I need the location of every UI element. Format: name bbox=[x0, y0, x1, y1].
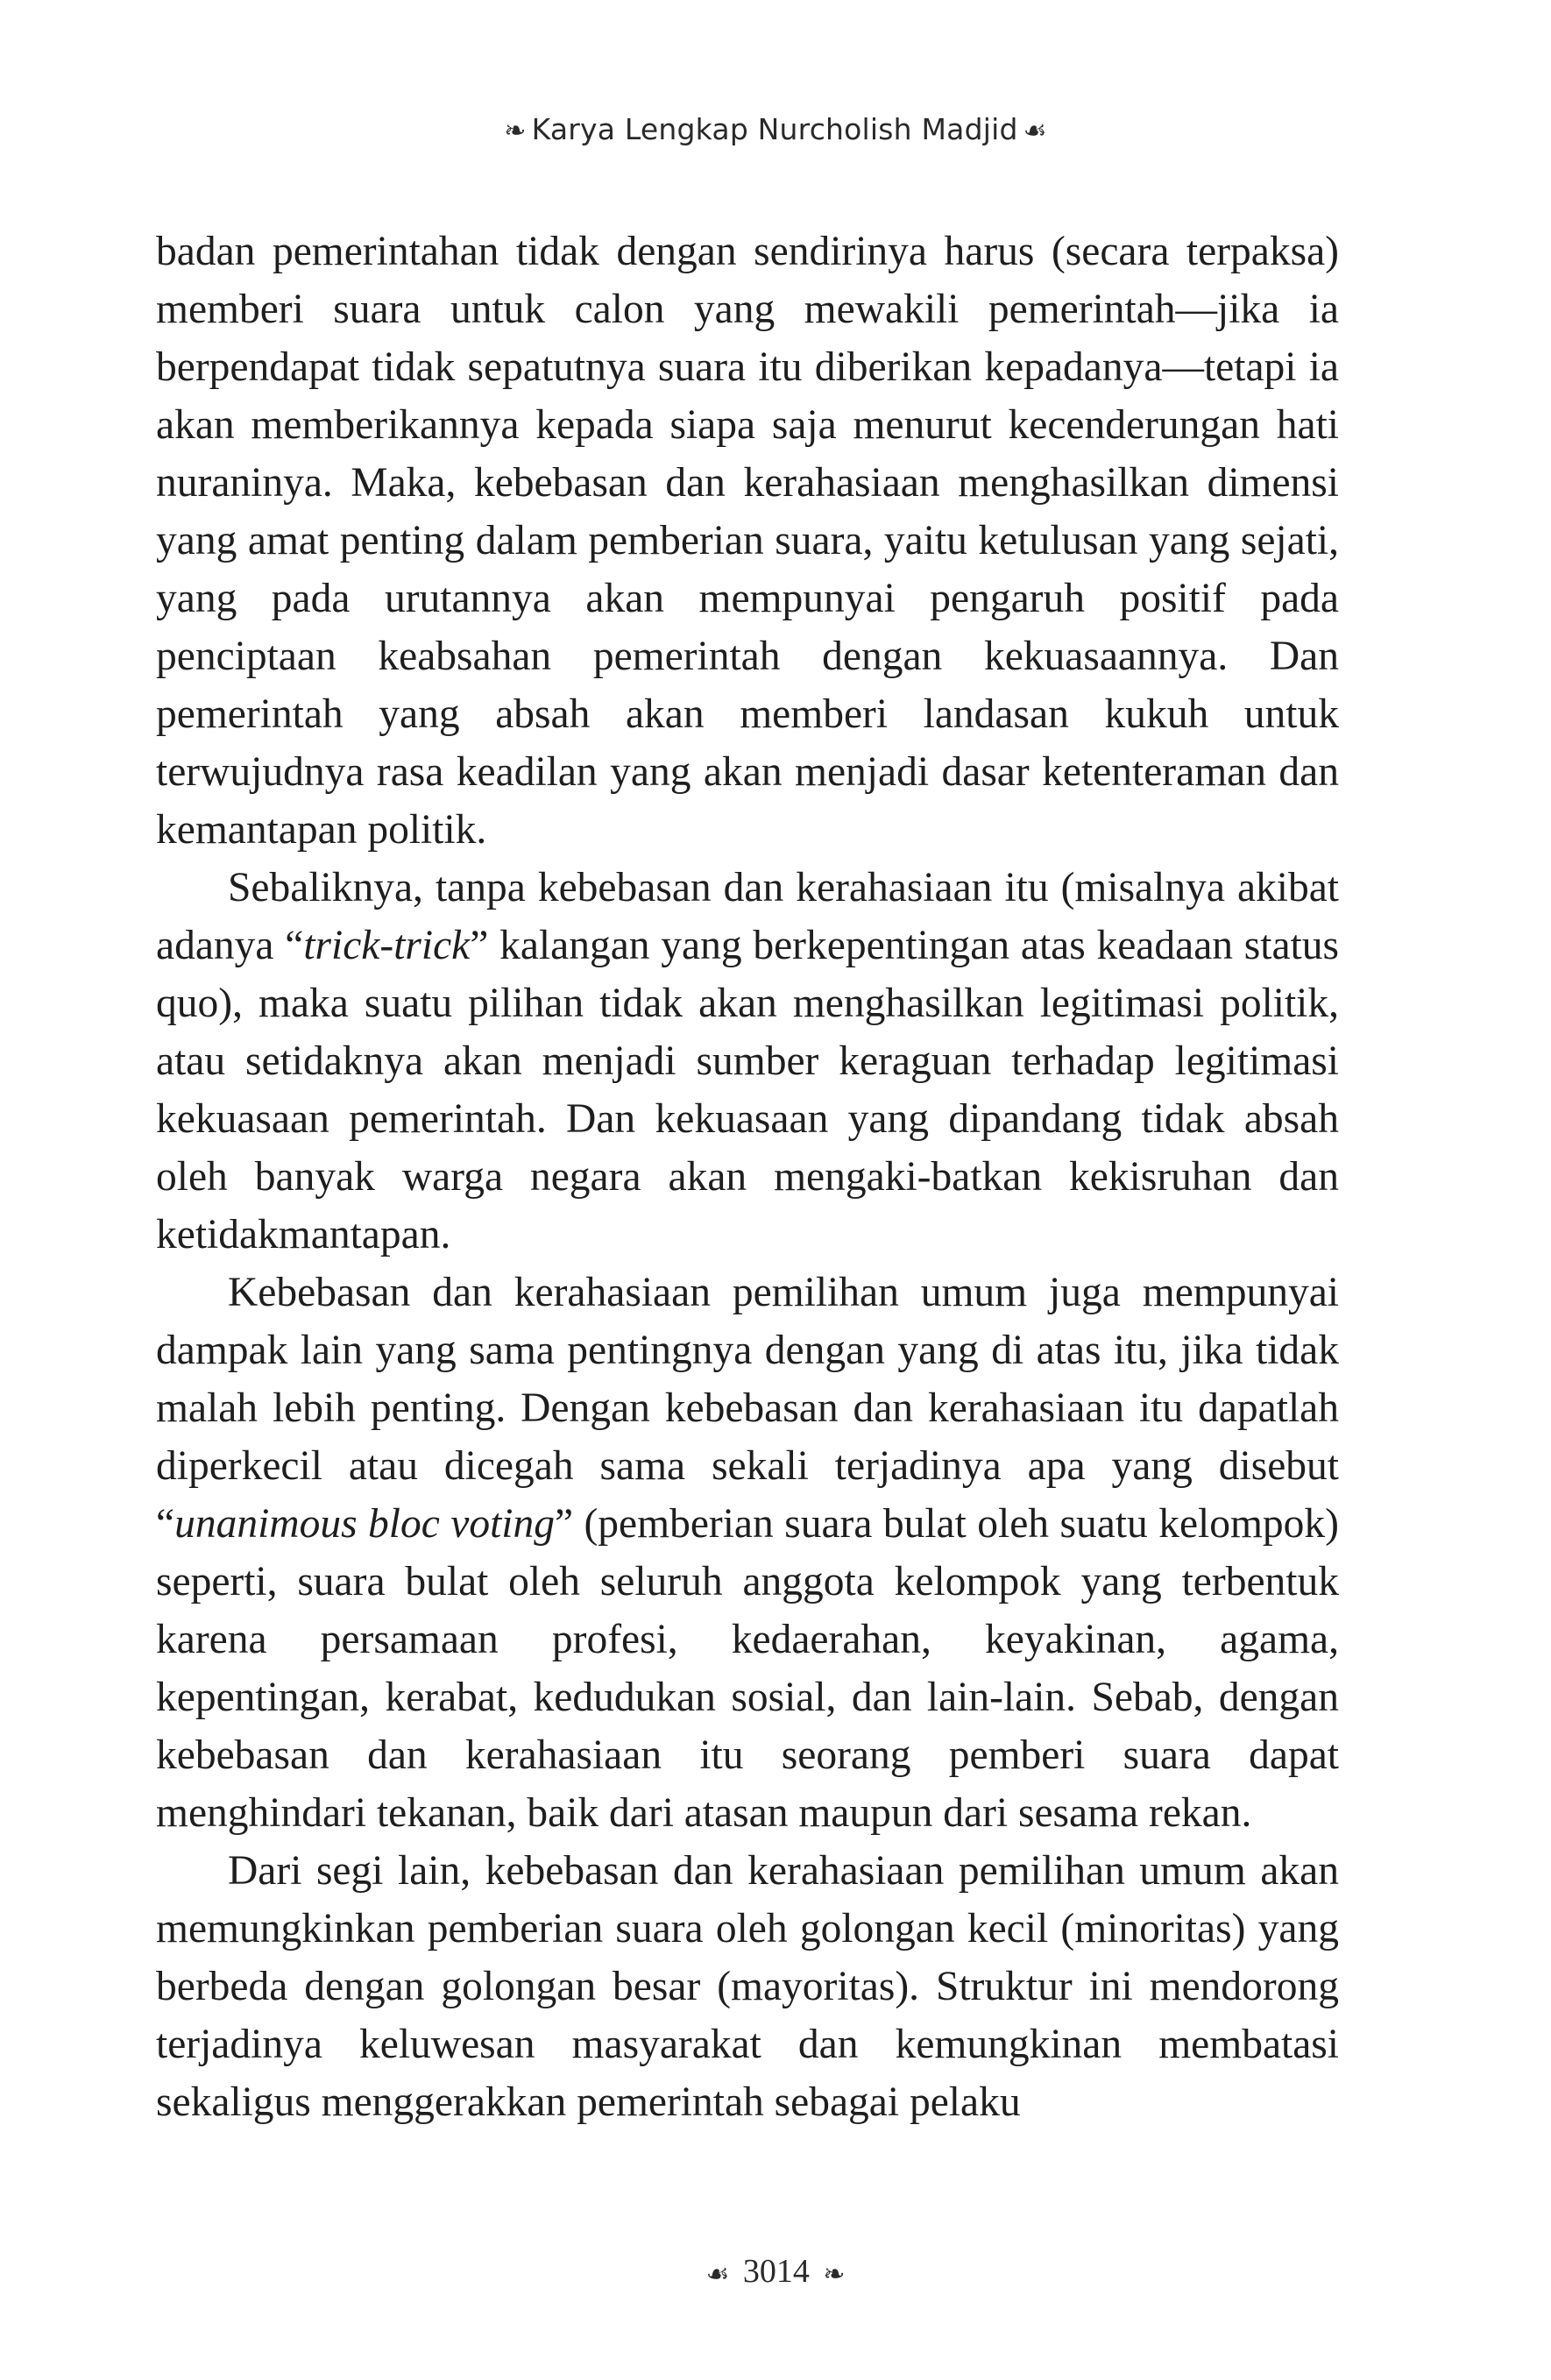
italic-term: trick-trick bbox=[303, 923, 471, 968]
paragraph-text: Dari segi lain, kebebasan dan kerahasiaan pemilihan umum akan memungkinkan pemberian suara oleh golongan kecil (minoritas) yang berbeda dengan golongan besar (mayoritas). Struktur ini mendorong terjadinya keluwesan masyarakat dan kemungkinan membatasi sekaligus menggerakkan pemerintah sebagai pelaku bbox=[156, 1848, 1339, 2125]
book-title: Karya Lengkap Nurcholish Madjid bbox=[531, 112, 1018, 146]
page-number: 3014 bbox=[742, 2253, 810, 2290]
italic-term: unanimous bloc voting bbox=[174, 1501, 555, 1547]
page-footer bbox=[0, 2252, 1551, 2291]
paragraph-text: ” (pemberian suara bulat oleh suatu kelompok) seperti, suara bulat oleh seluruh anggota kelompok yang terbentuk karena persamaan profesi, kedaerahan, keyakinan, agama, kepentingan, kerabat, kedudukan sosial, dan lain-lain. Sebab, dengan kebebasan dan kerahasiaan itu seorang pemberi suara dapat menghindari tekanan, baik dari atasan maupun dari sesama rekan. bbox=[156, 1501, 1339, 1836]
paragraph bbox=[156, 1842, 1339, 2131]
body-text bbox=[156, 223, 1339, 2131]
paragraph-text: Kebebasan dan kerahasiaan pemilihan umum juga mempunyai dampak lain yang sama pentingnya dengan yang di atas itu, jika tidak malah lebih penting. Dengan kebebasan dan kerahasiaan itu dapatlah diperkecil atau dicegah sama sekali terjadinya apa yang disebut “ bbox=[156, 1270, 1339, 1547]
ornament-right-icon: ❧ bbox=[823, 2258, 846, 2290]
running-header bbox=[0, 112, 1551, 146]
paragraph-text: ” kalangan yang berkepentingan atas keadaan status quo), maka suatu pilihan tidak akan menghasilkan legitimasi politik, atau setidaknya akan menjadi sumber keraguan terhadap legitimasi kekuasaan pemerintah. Dan kekuasaan yang dipandang tidak absah oleh banyak warga negara akan mengaki-batkan kekisruhan dan ketidakmantapan. bbox=[156, 923, 1339, 1257]
paragraph bbox=[156, 859, 1339, 1264]
paragraph bbox=[156, 223, 1339, 859]
paragraph-text: badan pemerintahan tidak dengan sendirinya harus (secara terpaksa) memberi suara untuk calon yang mewakili pemerintah—jika ia berpendapat tidak sepatutnya suara itu diberikan kepadanya—tetapi ia akan memberikannya kepada siapa saja menurut kecenderungan hati nuraninya. Maka, kebebasan dan kerahasiaan menghasilkan dimensi yang amat penting dalam pemberian suara, yaitu ketulusan yang sejati, yang pada urutannya akan mempunyai pengaruh positif pada penciptaan keabsahan pemerintah dengan kekuasaannya. Dan pemerintah yang absah akan memberi landasan kukuh untuk terwujudnya rasa keadilan yang akan menjadi dasar ketenteraman dan kemantapan politik. bbox=[156, 229, 1339, 853]
ornament-right-icon: ☙ bbox=[1023, 116, 1047, 146]
ornament-left-icon: ☙ bbox=[705, 2258, 730, 2290]
paragraph-text: Sebaliknya, tanpa kebebasan dan kerahasiaan itu (misalnya akibat adanya “ bbox=[156, 865, 1339, 968]
paragraph bbox=[156, 1264, 1339, 1842]
ornament-left-icon: ❧ bbox=[504, 116, 527, 146]
